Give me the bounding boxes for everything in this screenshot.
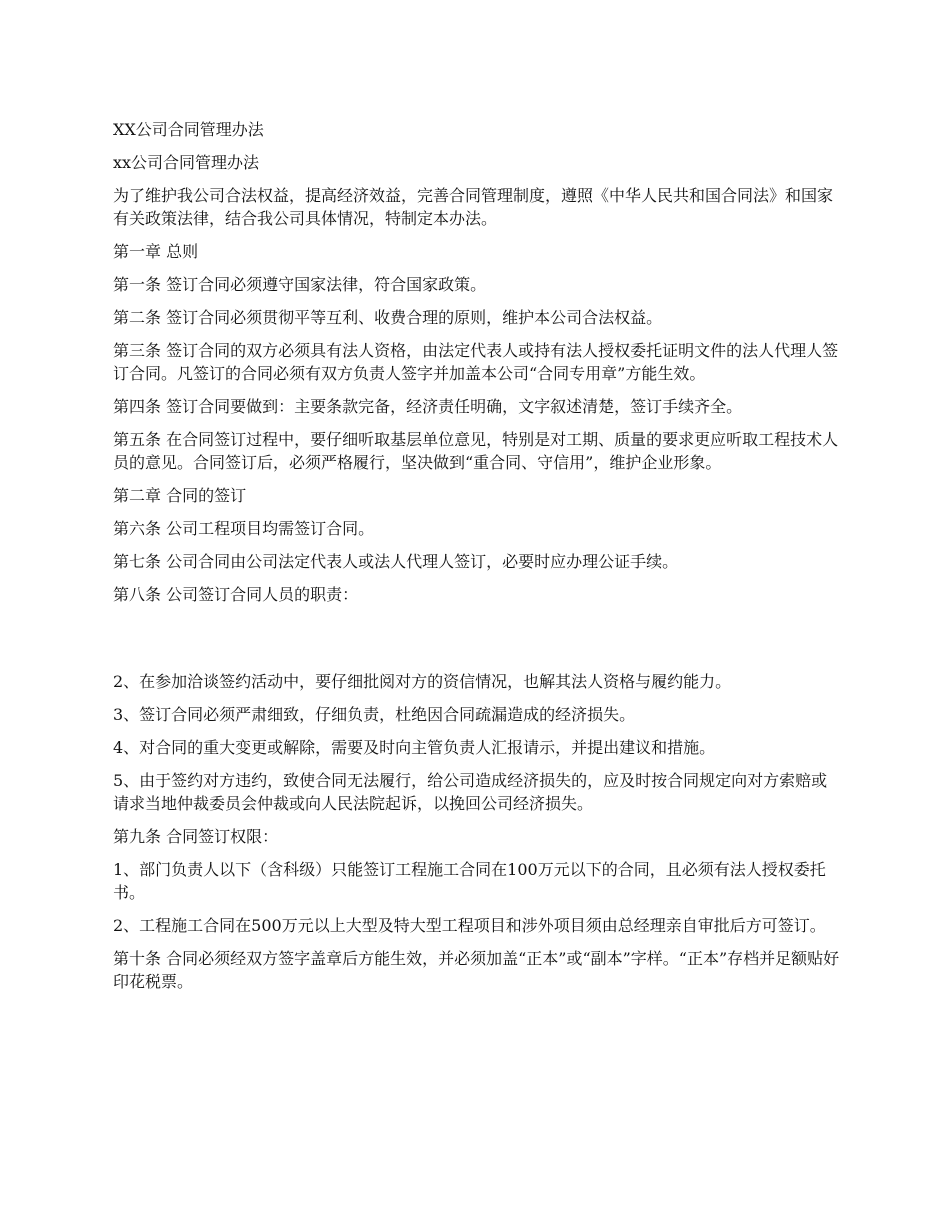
article-paragraph: 第十条 合同必须经双方签字盖章后方能生效，并必须加盖“正本”或“副本”字样。“正本”存档并足额贴好印花税票。 <box>113 949 840 991</box>
article-paragraph: 第七条 公司合同由公司法定代表人或法人代理人签订，必要时应办理公证手续。 <box>113 552 679 571</box>
article-paragraph: 第三条 签订合同的双方必须具有法人资格，由法定代表人或持有法人授权委托证明文件的法人代理人签订合同。凡签订的合同必须有双方负责人签字并加盖本公司“合同专用章”方能生效。 <box>113 341 839 383</box>
article-paragraph: 第八条 公司签订合同人员的职责： <box>113 585 359 604</box>
list-item: 2、在参加洽谈签约活动中，要仔细批阅对方的资信情况，也解其法人资格与履约能力。 <box>113 672 732 691</box>
chapter-heading: 第一章 总则 <box>113 242 199 261</box>
list-item: 2、工程施工合同在500万元以上大型及特大型工程项目和涉外项目须由总经理亲自审批后方可签订。 <box>113 916 826 935</box>
list-item: 3、签订合同必须严肃细致，仔细负责，杜绝因合同疏漏造成的经济损失。 <box>113 705 636 724</box>
article-paragraph: 第四条 签订合同要做到：主要条款完备，经济责任明确，文字叙述清楚，签订手续齐全。 <box>113 397 743 416</box>
intro-paragraph: 为了维护我公司合法权益，提高经济效益，完善合同管理制度，遵照《中华人民共和国合同法》和国家有关政策法律，结合我公司具体情况，特制定本办法。 <box>113 186 834 228</box>
article-paragraph: 第二条 签订合同必须贯彻平等互利、收费合理的原则，维护本公司合法权益。 <box>113 308 663 327</box>
document-subtitle: xx公司合同管理办法 <box>113 153 260 172</box>
chapter-heading: 第二章 合同的签订 <box>113 486 247 505</box>
list-item: 4、对合同的重大变更或解除，需要及时向主管负责人汇报请示，并提出建议和措施。 <box>113 738 716 757</box>
article-paragraph: 第九条 合同签订权限： <box>113 827 279 846</box>
blank-line <box>113 616 843 639</box>
list-item: 1、部门负责人以下（含科级）只能签订工程施工合同在100万元以下的合同，且必须有法人授权委托书。 <box>113 860 826 902</box>
article-paragraph: 第一条 签订合同必须遵守国家法律，符合国家政策。 <box>113 275 487 294</box>
article-paragraph: 第六条 公司工程项目均需签订合同。 <box>113 519 375 538</box>
article-paragraph: 第五条 在合同签订过程中，要仔细听取基层单位意见，特别是对工期、质量的要求更应听取工程技术人员的意见。合同签订后，必须严格履行，坚决做到“重合同、守信用”，维护企业形象。 <box>113 430 839 472</box>
document-title: XX公司合同管理办法 <box>113 120 264 139</box>
list-item: 5、由于签约对方违约，致使合同无法履行，给公司造成经济损失的，应及时按合同规定向对方索赔或请求当地仲裁委员会仲裁或向人民法院起诉，以挽回公司经济损失。 <box>113 771 828 813</box>
document-page <box>113 118 843 1003</box>
